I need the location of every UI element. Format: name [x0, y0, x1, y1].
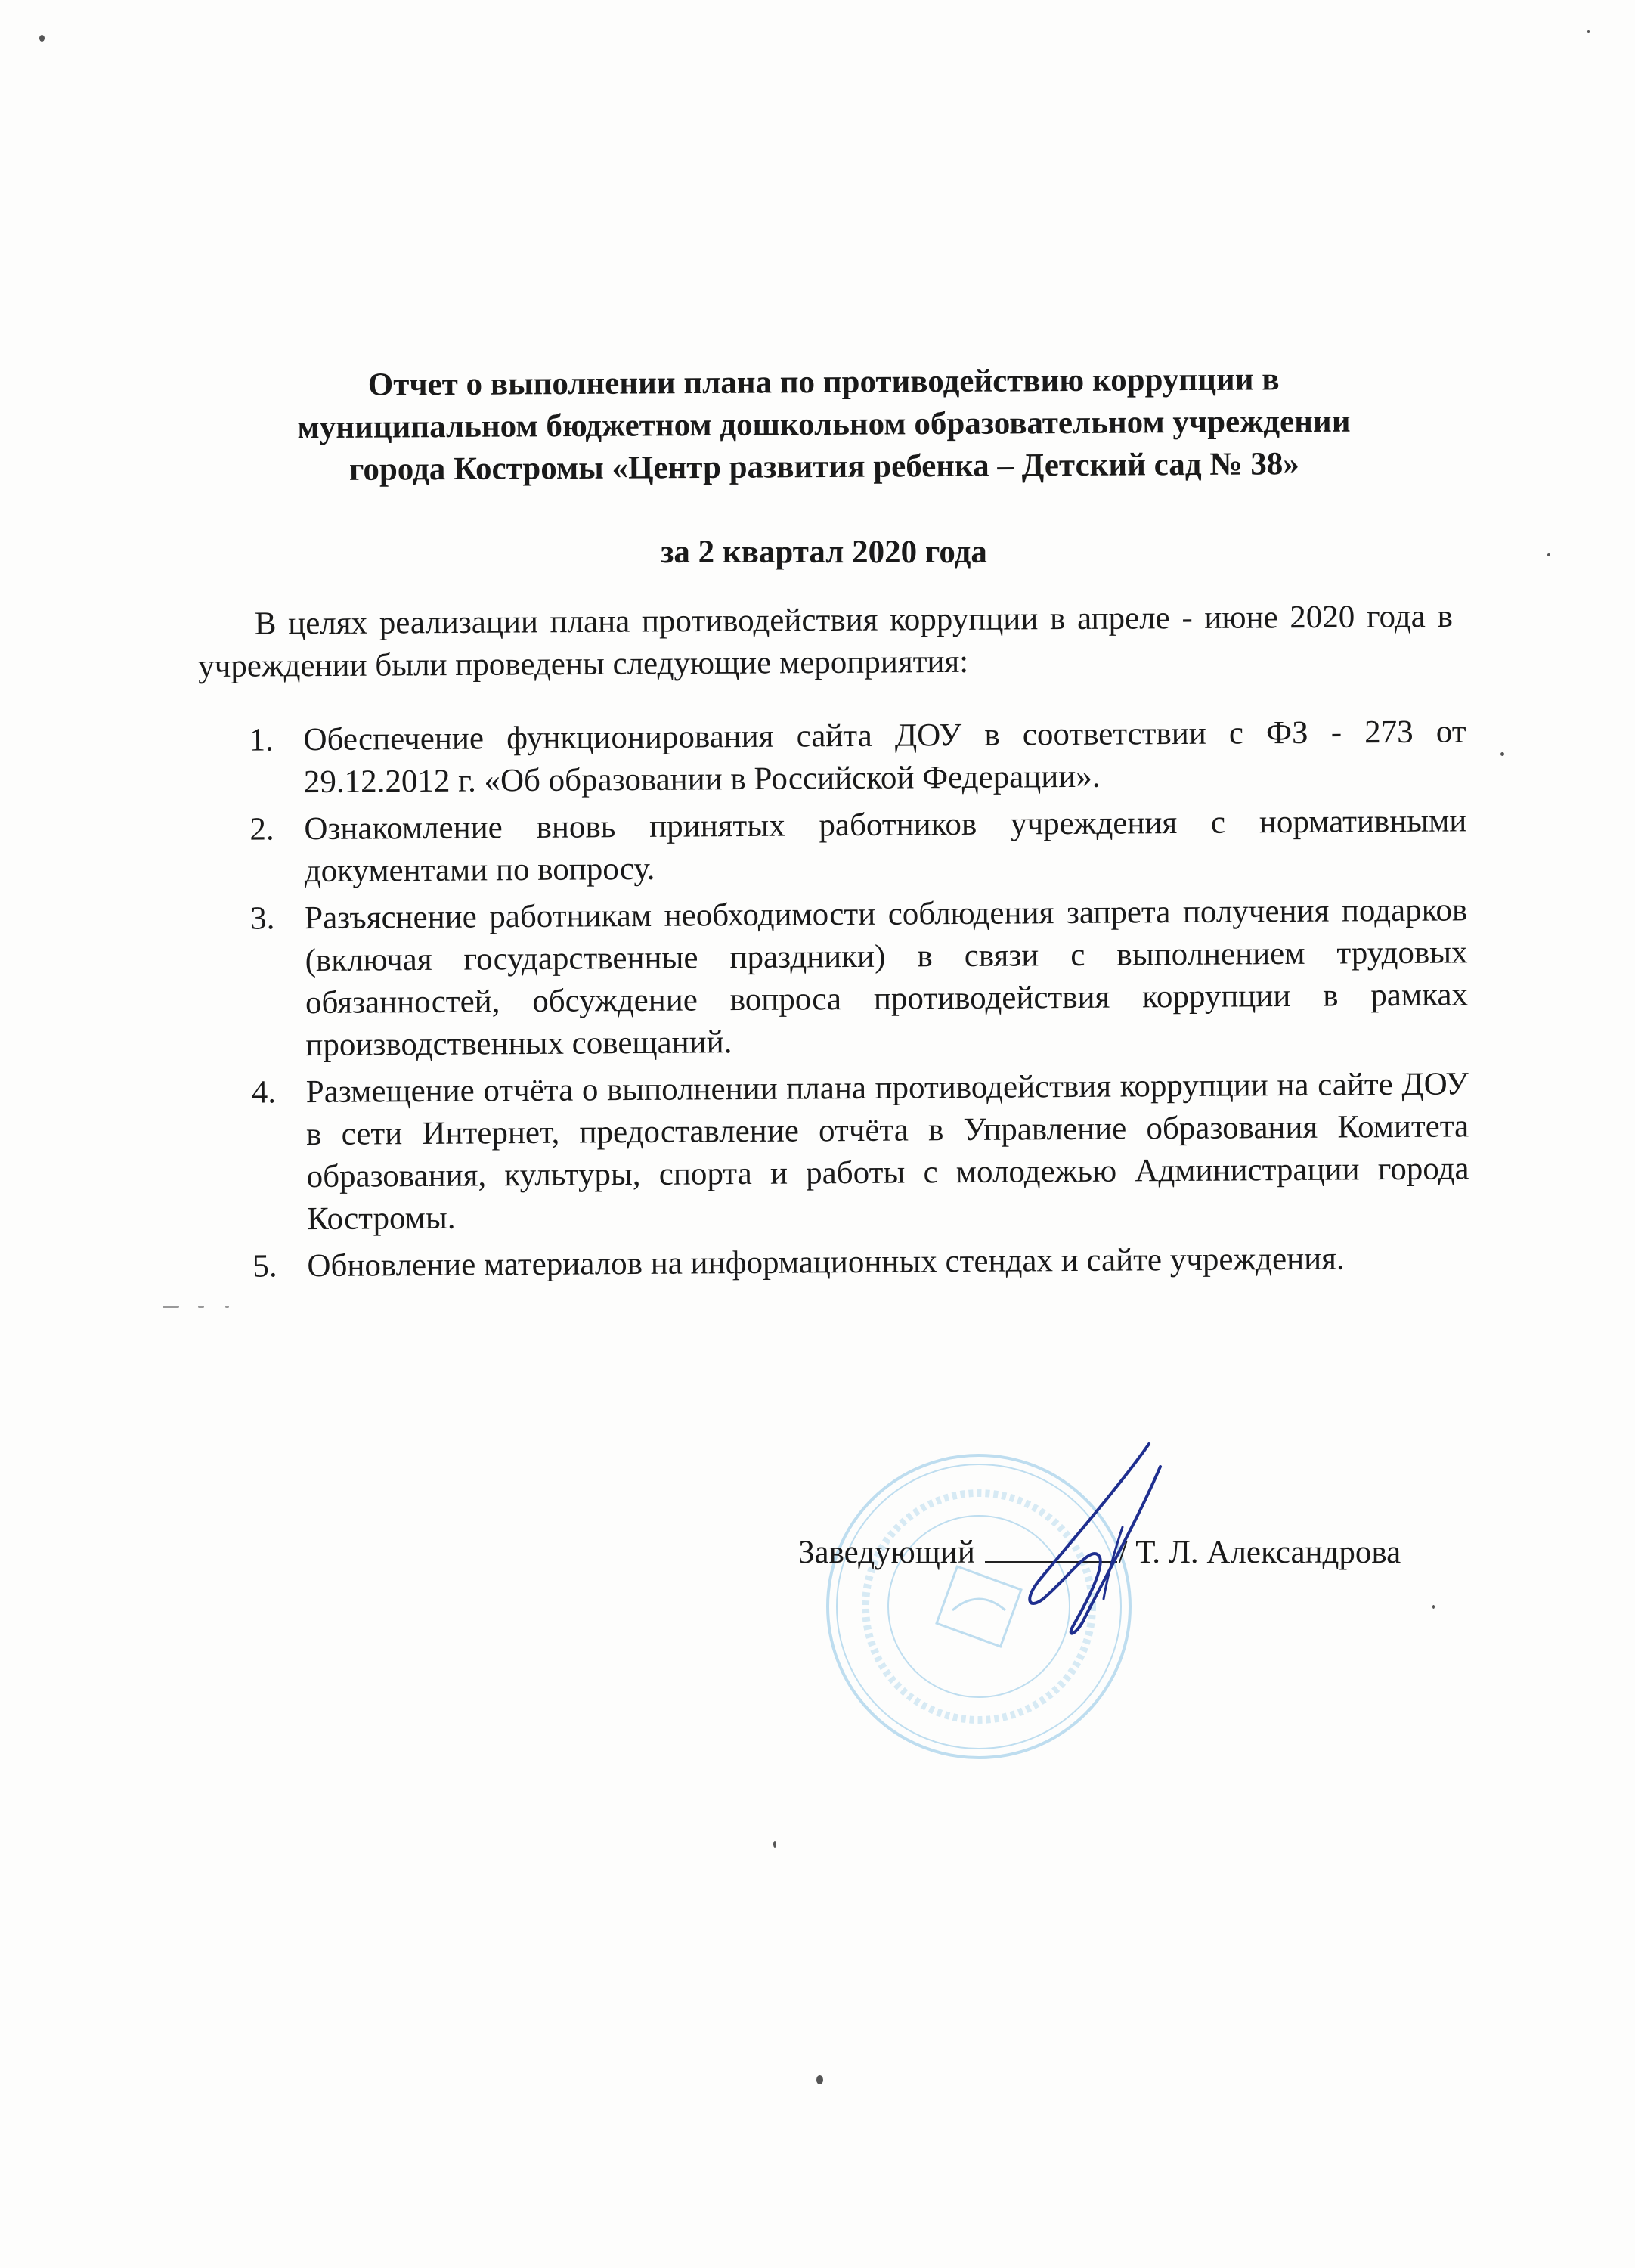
- signatory-position: Заведующий: [798, 1535, 975, 1570]
- list-item: [243, 889, 1469, 1067]
- title-line-2: муниципальном бюджетном дошкольном образовательном учреждении: [297, 403, 1351, 446]
- signatory-name: / Т. Л. Александрова: [1118, 1535, 1401, 1570]
- scan-speck: [816, 2075, 823, 2084]
- list-item-text: Ознакомление вновь принятых работников учреждения с нормативными документами по вопросу.: [304, 803, 1467, 890]
- list-item-text: Размещение отчёта о выполнении плана противодействия коррупции на сайте ДОУ в сети Интернет, предоставление отчёта в Управление образования Комитета образования, культуры, спорта и работы с молодежью Администрации города Костромы.: [305, 1066, 1469, 1238]
- list-item-number: 5.: [252, 1248, 277, 1284]
- list-item: [241, 711, 1466, 804]
- list-item-number: 1.: [249, 722, 274, 758]
- list-item: [242, 800, 1467, 893]
- scan-speck: [198, 1306, 204, 1308]
- list-item-text: Обновление материалов на информационных стендах и сайте учреждения.: [307, 1241, 1345, 1284]
- handwritten-signature-icon: [1009, 1436, 1206, 1648]
- list-item: [244, 1063, 1470, 1241]
- scan-speck: [1432, 1605, 1435, 1609]
- list-item-text: Обеспечение функционирования сайта ДОУ в соответствии с ФЗ - 273 от 29.12.2012 г. «Об образовании в Российской Федерации».: [303, 714, 1466, 801]
- scan-speck: [163, 1306, 179, 1308]
- report-period: за 2 квартал 2020 года: [661, 534, 987, 570]
- title-line-1: Отчет о выполнении плана по противодействию коррупции в: [367, 361, 1280, 403]
- list-item-number: 2.: [249, 811, 274, 847]
- list-item-number: 3.: [250, 900, 275, 937]
- list-item: [245, 1237, 1469, 1287]
- title-line-3: города Костромы «Центр развития ребенка – Детский сад № 38»: [348, 446, 1299, 488]
- list-item-number: 4.: [251, 1074, 277, 1111]
- measures-list: [241, 711, 1469, 1292]
- scan-speck: [1500, 752, 1504, 756]
- document-title: [181, 358, 1467, 492]
- scan-speck: [1587, 30, 1590, 33]
- scan-speck: [225, 1306, 229, 1308]
- scan-speck: [773, 1841, 776, 1848]
- scan-speck: [1547, 553, 1550, 556]
- scan-speck: [39, 35, 45, 42]
- list-item-text: Разъяснение работникам необходимости соблюдения запрета получения подарков (включая государственные праздники) в связи с выполнением трудовых обязанностей, обсуждение вопроса противодействия коррупции в рамках производственных совещаний.: [305, 892, 1469, 1064]
- intro-paragraph: В целях реализации плана противодействия коррупции в апреле - июне 2020 года в учреждении были проведены следующие мероприятия:: [198, 598, 1453, 685]
